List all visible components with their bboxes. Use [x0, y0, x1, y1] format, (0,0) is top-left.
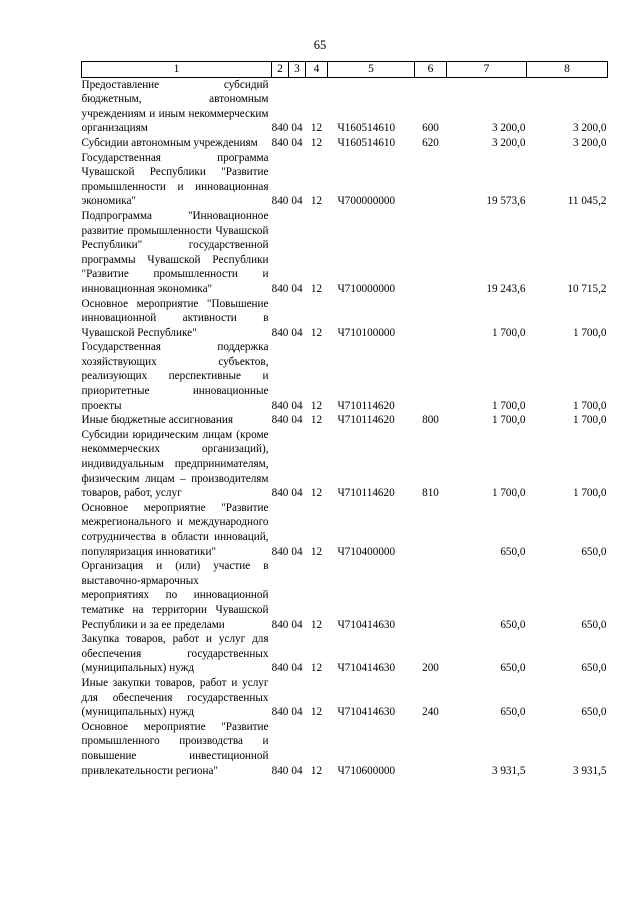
expense-type-code: [415, 209, 447, 297]
amount-year-2: 3 200,0: [572, 122, 607, 135]
item-name: Закупка товаров, работ и услуг для обеспечения государственных (муниципальных) нужд: [81, 633, 269, 675]
item-name: Организация и (или) участие в выставочно-ярмарочных мероприятиях по инновационной тематике на территории Чувашской Республики и за ее пределами: [81, 560, 269, 631]
target-article-code: Ч710414630: [337, 662, 396, 675]
item-name: Подпрограмма "Инновационное развитие промышленности Чувашской Республики" государственной программы Чувашской Республики "Развитие промышленности и инновационная экономика": [81, 209, 269, 295]
table-row: [82, 77, 608, 136]
column-header: 3: [289, 62, 306, 78]
expense-type-code: 200: [422, 662, 439, 675]
amount-year-2: 650,0: [581, 545, 607, 558]
expense-type-code: [415, 151, 447, 209]
subsection-code: 12: [310, 414, 323, 427]
expense-type-code: 620: [422, 136, 439, 149]
amount-year-2: 1 700,0: [572, 487, 607, 500]
target-article-code: Ч700000000: [337, 195, 396, 208]
expense-type-code: [415, 501, 447, 559]
table-row: [82, 151, 608, 209]
target-article-code: Ч710400000: [337, 545, 396, 558]
table-row: [82, 720, 608, 778]
subsection-code: 12: [310, 618, 323, 631]
ministry-code: 840: [271, 545, 289, 558]
target-article-code: Ч710114620: [337, 487, 395, 500]
target-article-code: Ч160514610: [337, 122, 396, 135]
subsection-code: 12: [310, 706, 323, 719]
section-code: 04: [291, 136, 303, 149]
amount-year-1: 19 243,6: [486, 282, 526, 295]
item-name: Государственная программа Чувашской Республики "Развитие промышленности и инновационная экономика": [81, 151, 269, 208]
amount-year-1: 1 700,0: [491, 414, 526, 427]
column-header: 8: [527, 62, 608, 78]
section-code: 04: [291, 414, 303, 427]
section-code: 04: [291, 662, 303, 675]
item-name: Государственная поддержка хозяйствующих субъектов, реализующих перспективные и приоритетные инновационные проекты: [81, 341, 269, 412]
page-number: 65: [313, 38, 327, 52]
subsection-code: 12: [310, 399, 323, 412]
amount-year-2: 1 700,0: [572, 399, 607, 412]
table-row: [82, 136, 608, 151]
expense-type-code: 600: [422, 122, 439, 135]
ministry-code: 840: [271, 195, 289, 208]
expense-type-code: 810: [422, 487, 439, 500]
column-header: 5: [328, 62, 415, 78]
table-row: [82, 297, 608, 341]
section-code: 04: [291, 399, 303, 412]
section-code: 04: [291, 195, 303, 208]
item-name: Иные бюджетные ассигнования: [81, 414, 233, 427]
expense-type-code: [415, 340, 447, 413]
table-row: [82, 413, 608, 428]
subsection-code: 12: [310, 487, 323, 500]
item-name: Иные закупки товаров, работ и услуг для обеспечения государственных (муниципальных) нужд: [81, 676, 269, 719]
ministry-code: 840: [271, 618, 289, 631]
item-name: Предоставление субсидий бюджетным, автономным учреждениям и иным некоммерческим организациям: [81, 78, 269, 135]
ministry-code: 840: [271, 414, 289, 427]
table-row: [82, 501, 608, 559]
amount-year-2: 1 700,0: [572, 414, 607, 427]
amount-year-2: 3 931,5: [572, 764, 607, 777]
section-code: 04: [291, 764, 303, 777]
expense-type-code: [415, 720, 447, 778]
subsection-code: 12: [310, 136, 323, 149]
expense-type-code: [415, 297, 447, 341]
ministry-code: 840: [271, 764, 289, 777]
column-header: 4: [306, 62, 328, 78]
target-article-code: Ч710414630: [337, 706, 396, 719]
subsection-code: 12: [310, 326, 323, 339]
ministry-code: 840: [271, 122, 289, 135]
amount-year-1: 650,0: [500, 618, 526, 631]
amount-year-1: 650,0: [500, 706, 526, 719]
expense-type-code: 240: [422, 706, 439, 719]
expense-type-code: 800: [422, 414, 439, 427]
amount-year-2: 650,0: [581, 662, 607, 675]
table-row: [82, 428, 608, 501]
budget-table: [81, 61, 608, 778]
target-article-code: Ч710114620: [337, 399, 395, 412]
ministry-code: 840: [271, 282, 289, 295]
section-code: 04: [291, 326, 303, 339]
target-article-code: Ч710414630: [337, 618, 396, 631]
ministry-code: 840: [271, 326, 289, 339]
target-article-code: Ч160514610: [337, 136, 396, 149]
column-header: 2: [272, 62, 289, 78]
subsection-code: 12: [310, 764, 323, 777]
section-code: 04: [291, 706, 303, 719]
item-name: Субсидии юридическим лицам (кроме некоммерческих организаций), индивидуальным предпринимателям, физическим лицам – производителям товаров, работ, услуг: [81, 428, 269, 500]
column-header: 6: [415, 62, 447, 78]
target-article-code: Ч710114620: [337, 414, 395, 427]
item-name: Основное мероприятие "Повышение инновационной активности в Чувашской Республике": [81, 297, 269, 339]
item-name: Основное мероприятие "Развитие промышленного производства и повышение инвестиционной привлекательности региона": [81, 720, 269, 777]
item-name: Основное мероприятие "Развитие межрегионального и международного сотрудничества в области инноваций, популяризация инноватики": [81, 501, 269, 558]
table-body: [82, 77, 608, 778]
amount-year-2: 11 045,2: [567, 195, 607, 208]
subsection-code: 12: [310, 195, 323, 208]
ministry-code: 840: [271, 706, 289, 719]
amount-year-1: 3 200,0: [491, 136, 526, 149]
subsection-code: 12: [310, 282, 323, 295]
section-code: 04: [291, 122, 303, 135]
amount-year-1: 3 931,5: [491, 764, 526, 777]
target-article-code: Ч710100000: [337, 326, 396, 339]
expense-type-code: [415, 559, 447, 632]
target-article-code: Ч710600000: [337, 764, 396, 777]
column-header: 7: [447, 62, 527, 78]
column-header: 1: [82, 62, 272, 78]
table-row: [82, 209, 608, 297]
table-row: [82, 676, 608, 720]
section-code: 04: [291, 618, 303, 631]
subsection-code: 12: [310, 122, 323, 135]
table-row: [82, 632, 608, 676]
amount-year-2: 650,0: [581, 706, 607, 719]
ministry-code: 840: [271, 487, 289, 500]
amount-year-1: 19 573,6: [486, 195, 526, 208]
header-row: [82, 62, 608, 78]
section-code: 04: [291, 282, 303, 295]
ministry-code: 840: [271, 136, 289, 149]
amount-year-2: 3 200,0: [572, 136, 607, 149]
table-row: [82, 559, 608, 632]
amount-year-1: 3 200,0: [491, 122, 526, 135]
target-article-code: Ч710000000: [337, 282, 396, 295]
amount-year-1: 650,0: [500, 662, 526, 675]
amount-year-1: 650,0: [500, 545, 526, 558]
item-name: Субсидии автономным учреждениям: [81, 136, 258, 149]
amount-year-1: 1 700,0: [491, 487, 526, 500]
section-code: 04: [291, 545, 303, 558]
amount-year-2: 10 715,2: [567, 282, 607, 295]
amount-year-1: 1 700,0: [491, 326, 526, 339]
subsection-code: 12: [310, 662, 323, 675]
table-row: [82, 340, 608, 413]
amount-year-2: 650,0: [581, 618, 607, 631]
ministry-code: 840: [271, 399, 289, 412]
amount-year-2: 1 700,0: [572, 326, 607, 339]
subsection-code: 12: [310, 545, 323, 558]
amount-year-1: 1 700,0: [491, 399, 526, 412]
ministry-code: 840: [271, 662, 289, 675]
section-code: 04: [291, 487, 303, 500]
